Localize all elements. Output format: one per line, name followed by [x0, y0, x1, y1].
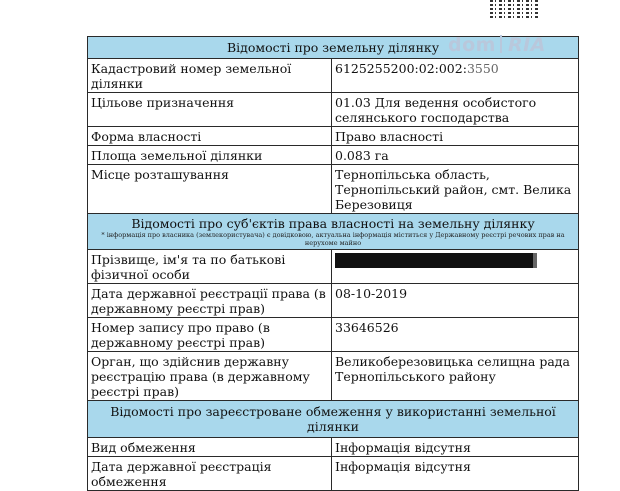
row-label: Місце розташування: [88, 165, 332, 214]
row-value: [332, 59, 579, 93]
row-label: Вид обмеження: [88, 438, 332, 457]
table-row: [88, 318, 579, 352]
row-value: 33646526: [332, 318, 579, 352]
row-value: Великоберезовицька селищна рада Тернопільського району: [332, 352, 579, 401]
table-row: [88, 438, 579, 457]
table-row: [88, 59, 579, 93]
section-note: * інформація про власника (землекористувача) є довідковою, актуальна інформація міститься у Державному реєстрі речових прав на нерухоме майно: [101, 231, 565, 247]
row-label: Номер запису про право (в державному реєстрі прав): [88, 318, 332, 352]
table-row: [88, 146, 579, 165]
row-value: Право власності: [332, 127, 579, 146]
row-label: Кадастровий номер земельної ділянки: [88, 59, 332, 93]
section-header-restrictions: [88, 401, 579, 438]
watermark-right: RIA: [507, 34, 546, 56]
section-header-owners: [88, 214, 579, 250]
row-label: Площа земельної ділянки: [88, 146, 332, 165]
row-value: Тернопільська область, Тернопільський район, смт. Велика Березовиця: [332, 165, 579, 214]
row-label: Форма власності: [88, 127, 332, 146]
row-label: Орган, що здійснив державну реєстрацію права (в державному реєстрі прав): [88, 352, 332, 401]
watermark-separator: [500, 35, 502, 53]
cadastral-number: 6125255200:02:002:: [335, 61, 467, 76]
row-value: [332, 250, 579, 284]
table-row: [88, 93, 579, 127]
row-label: Прізвище, ім'я та по батькові фізичної особи: [88, 250, 332, 284]
table-row: [88, 127, 579, 146]
section-title: Відомості про зареєстроване обмеження у використанні земельної ділянки: [88, 401, 579, 438]
table-row: [88, 165, 579, 214]
table-row: [88, 457, 579, 491]
row-label: Дата державної реєстрація обмеження: [88, 457, 332, 491]
row-value: Інформація відсутня: [332, 457, 579, 491]
cadastral-number-faded: 3550: [466, 61, 499, 76]
watermark-left: dom: [448, 34, 496, 56]
redacted-name-block: [335, 253, 537, 268]
section-title: Відомості про земельну ділянку: [88, 37, 579, 59]
table-row: [88, 352, 579, 401]
row-value: 0.083 га: [332, 146, 579, 165]
row-label: Цільове призначення: [88, 93, 332, 127]
section-title: Відомості про суб'єктів права власності на земельну ділянку: [131, 216, 535, 231]
row-value: 01.03 Для ведення особистого селянського господарства: [332, 93, 579, 127]
row-value: Інформація відсутня: [332, 438, 579, 457]
land-plot-info-table: [87, 36, 579, 491]
row-value: 08-10-2019: [332, 284, 579, 318]
table-row: [88, 284, 579, 318]
dom-ria-watermark-logo: [448, 34, 578, 56]
qr-code-mask: [490, 0, 538, 18]
row-label: Дата державної реєстрації права (в державному реєстрі прав): [88, 284, 332, 318]
table-row: [88, 250, 579, 284]
